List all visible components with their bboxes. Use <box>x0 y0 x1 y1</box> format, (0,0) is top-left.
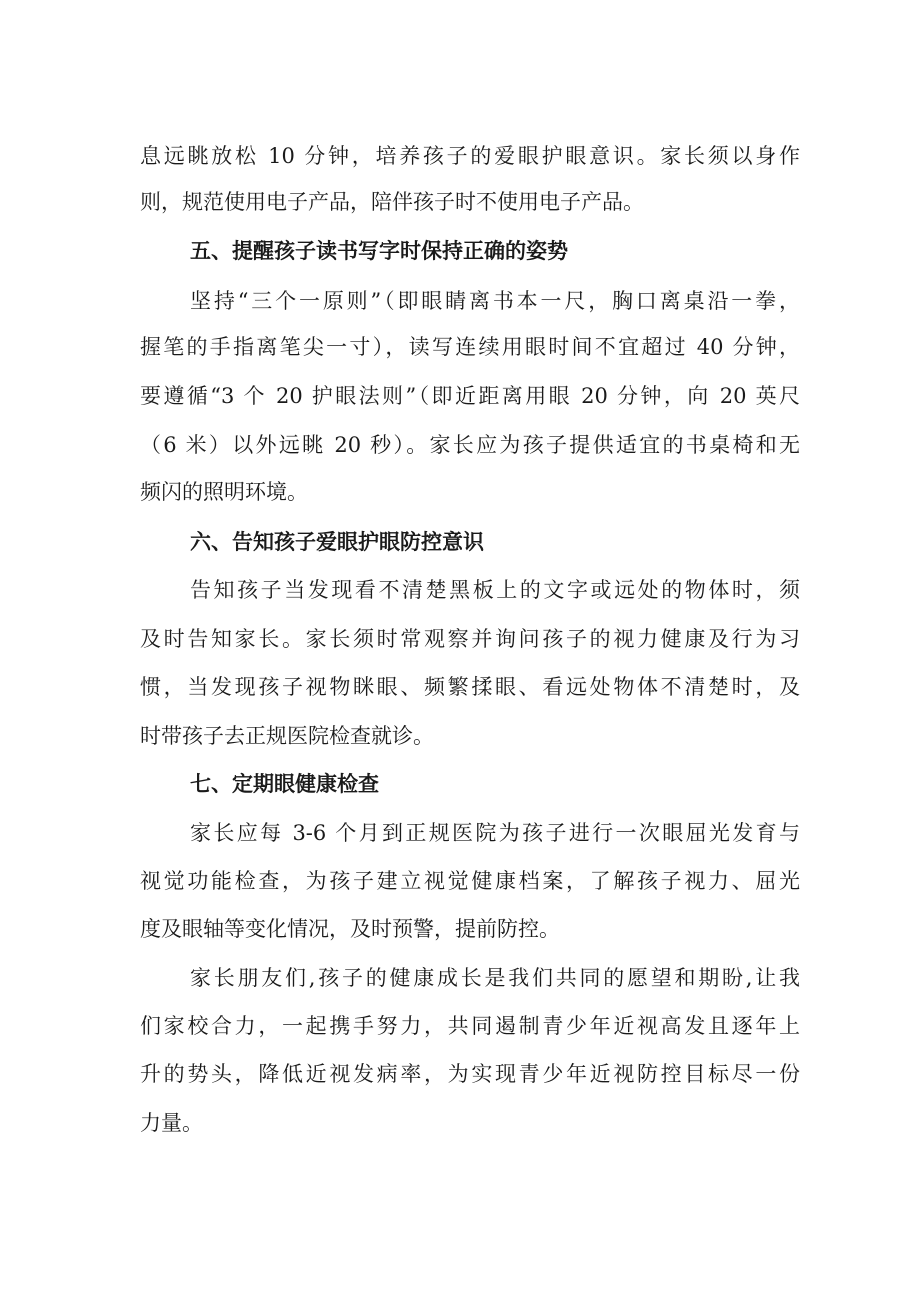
section-5-line-3: 要遵循“3 个 20 护眼法则”（即近距离用眼 20 分钟，向 20 英尺 <box>140 384 800 408</box>
section-6-line-4: 时带孩子去正规医院检查就诊。 <box>140 724 434 748</box>
section-7-heading: 七、定期眼健康检查 <box>190 772 379 796</box>
section-5-line-5: 频闪的照明环境。 <box>140 480 308 504</box>
section-6-line-2: 及时告知家长。家长须时常观察并询问孩子的视力健康及行为习 <box>140 627 800 651</box>
section-5-heading: 五、提醒孩子读书写字时保持正确的姿势 <box>190 239 568 263</box>
section-5-line-2: 握笔的手指离笔尖一寸），读写连续用眼时间不宜超过 40 分钟， <box>140 335 800 359</box>
section-6-heading: 六、告知孩子爱眼护眼防控意识 <box>190 530 484 554</box>
intro-line-1: 息远眺放松 10 分钟，培养孩子的爱眼护眼意识。家长须以身作 <box>140 144 800 168</box>
section-6-line-1: 告知孩子当发现看不清楚黑板上的文字或远处的物体时，须 <box>190 578 800 602</box>
closing-line-4: 力量。 <box>140 1111 203 1135</box>
section-7-line-1: 家长应每 3-6 个月到正规医院为孩子进行一次眼屈光发育与 <box>190 821 800 845</box>
section-5-line-4: （6 米）以外远眺 20 秒）。家长应为孩子提供适宜的书桌椅和无 <box>140 433 800 457</box>
section-7-line-2: 视觉功能检查，为孩子建立视觉健康档案，了解孩子视力、屈光 <box>140 869 800 893</box>
closing-line-3: 升的势头，降低近视发病率，为实现青少年近视防控目标尽一份 <box>140 1062 800 1086</box>
closing-line-1: 家长朋友们,孩子的健康成长是我们共同的愿望和期盼,让我 <box>190 966 800 990</box>
section-5-line-1: 坚持“三个一原则”（即眼睛离书本一尺，胸口离桌沿一拳， <box>190 289 800 313</box>
section-7-line-3: 度及眼轴等变化情况，及时预警，提前防控。 <box>140 917 560 941</box>
section-6-line-3: 惯，当发现孩子视物眯眼、频繁揉眼、看远处物体不清楚时，及 <box>140 675 800 699</box>
closing-line-2: 们家校合力，一起携手努力，共同遏制青少年近视高发且逐年上 <box>140 1014 800 1038</box>
intro-line-2: 则，规范使用电子产品，陪伴孩子时不使用电子产品。 <box>140 190 644 214</box>
